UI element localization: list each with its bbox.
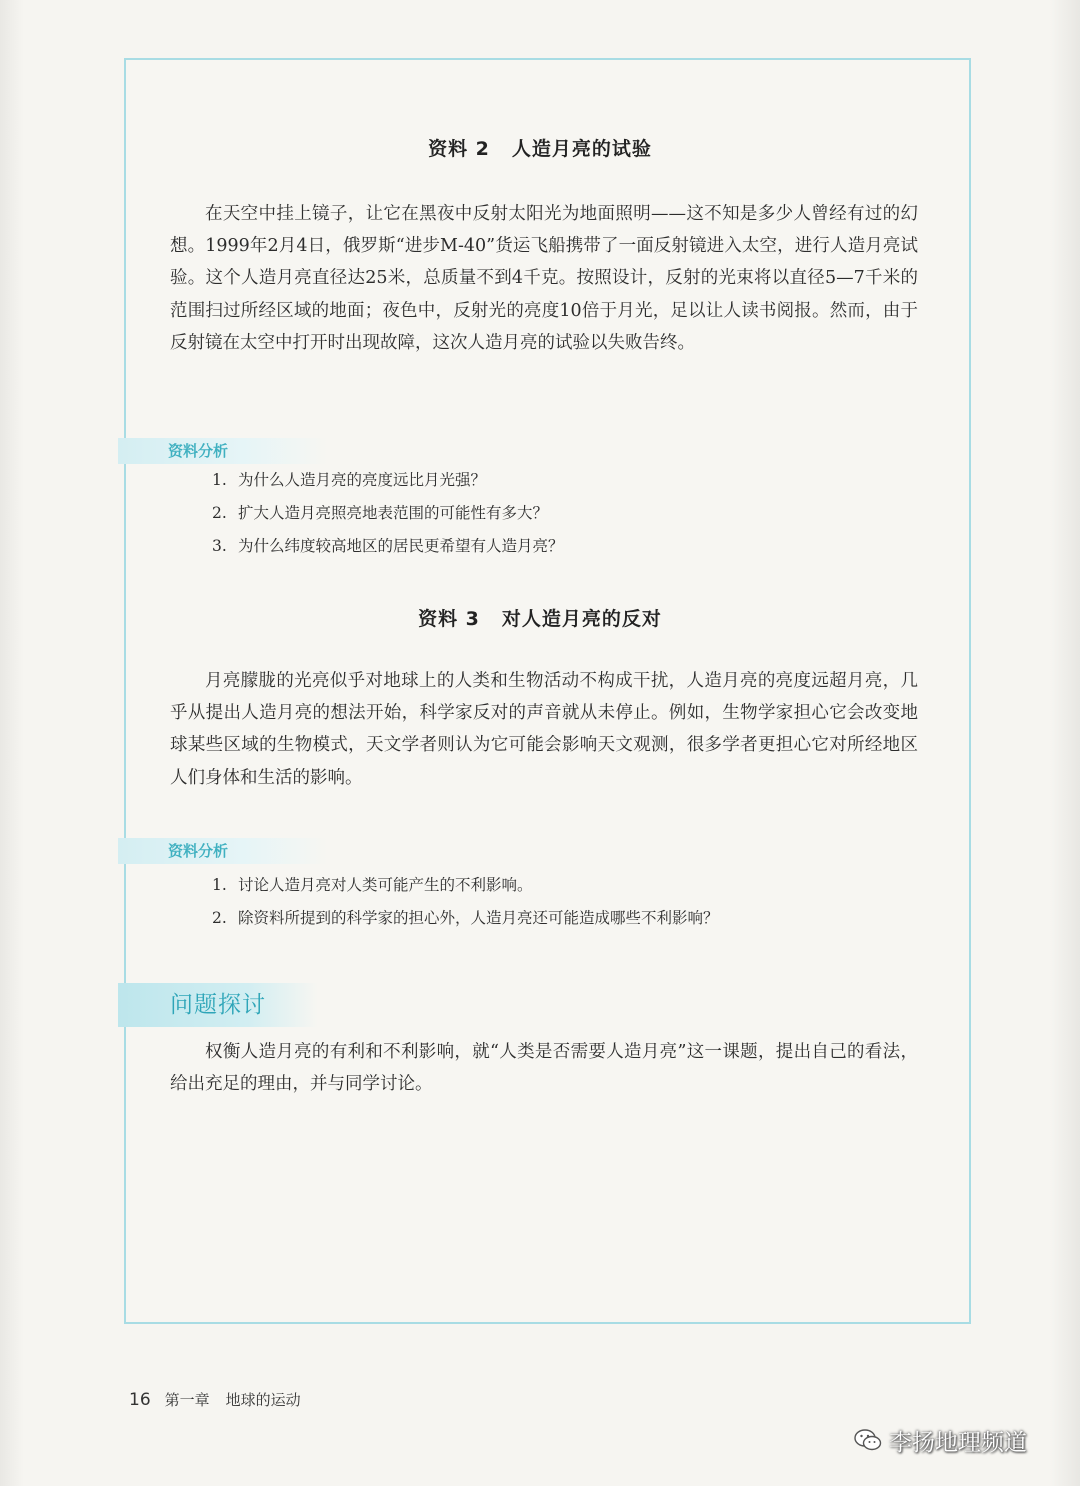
- question-text: 除资料所提到的科学家的担心外，人造月亮还可能造成哪些不利影响？: [238, 909, 719, 927]
- discussion-paragraph: 权衡人造月亮的有利和不利影响，就“人类是否需要人造月亮”这一课题，提出自己的看法，给出充足的理由，并与同学讨论。: [170, 1042, 918, 1095]
- question-text: 扩大人造月亮照亮地表范围的可能性有多大？: [238, 504, 549, 522]
- question-item: [212, 467, 932, 500]
- section-3-number: 资料 3: [418, 608, 480, 630]
- question-item: [212, 905, 932, 938]
- watermark: [853, 1424, 1027, 1456]
- question-text: 讨论人造月亮对人类可能产生的不利影响。: [238, 876, 533, 894]
- question-text: 为什么纬度较高地区的居民更希望有人造月亮？: [238, 537, 564, 555]
- question-number: 3.: [212, 537, 227, 555]
- section-3-title: 对人造月亮的反对: [501, 608, 662, 630]
- question-number: 1.: [212, 471, 227, 489]
- section-3-heading: [0, 604, 1080, 631]
- analysis-1-questions: [212, 467, 932, 566]
- chapter-label: 第一章: [164, 1391, 210, 1409]
- analysis-2-questions: [212, 872, 932, 938]
- question-number: 1.: [212, 876, 227, 894]
- page-footer: [129, 1389, 301, 1410]
- question-number: 2.: [212, 504, 227, 522]
- question-item: [212, 872, 932, 905]
- section-2-paragraph: 在天空中挂上镜子，让它在黑夜中反射太阳光为地面照明——这不知是多少人曾经有过的幻想。1999年2月4日，俄罗斯“进步M-40”货运飞船携带了一面反射镜进入太空，进行人造月亮试验。这个人造月亮直径达25米，总质量不到4千克。按照设计，反射的光束将以直径5—7千米的范围扫过所经区域的地面；夜色中，反射光的亮度10倍于月光，足以让人读书阅报。然而，由于反射镜在太空中打开时出现故障，这次人造月亮的试验以失败告终。: [170, 204, 918, 353]
- wechat-icon: [853, 1427, 883, 1453]
- section-2-number: 资料 2: [428, 138, 490, 160]
- question-item: [212, 533, 932, 566]
- watermark-text: 李扬地理频道: [889, 1429, 1027, 1456]
- section-3-paragraph: 月亮朦胧的光亮似乎对地球上的人类和生物活动不构成干扰，人造月亮的亮度远超月亮，几乎从提出人造月亮的想法开始，科学家反对的声音就从未停止。例如，生物学家担心它会改变地球某些区域的生物模式，天文学者则认为它可能会影响天文观测，很多学者更担心它对所经地区人们身体和生活的影响。: [170, 671, 918, 788]
- question-text: 为什么人造月亮的亮度远比月光强？: [238, 471, 487, 489]
- page-number: 16: [129, 1390, 151, 1410]
- question-item: [212, 500, 932, 533]
- question-number: 2.: [212, 909, 227, 927]
- chapter-title: 地球的运动: [225, 1391, 301, 1409]
- discussion-heading: 问题探讨: [118, 983, 318, 1027]
- section-2-title: 人造月亮的试验: [511, 138, 652, 160]
- section-2-heading: [0, 134, 1080, 161]
- analysis-1-label: 资料分析: [118, 438, 328, 464]
- analysis-2-label: 资料分析: [118, 838, 328, 864]
